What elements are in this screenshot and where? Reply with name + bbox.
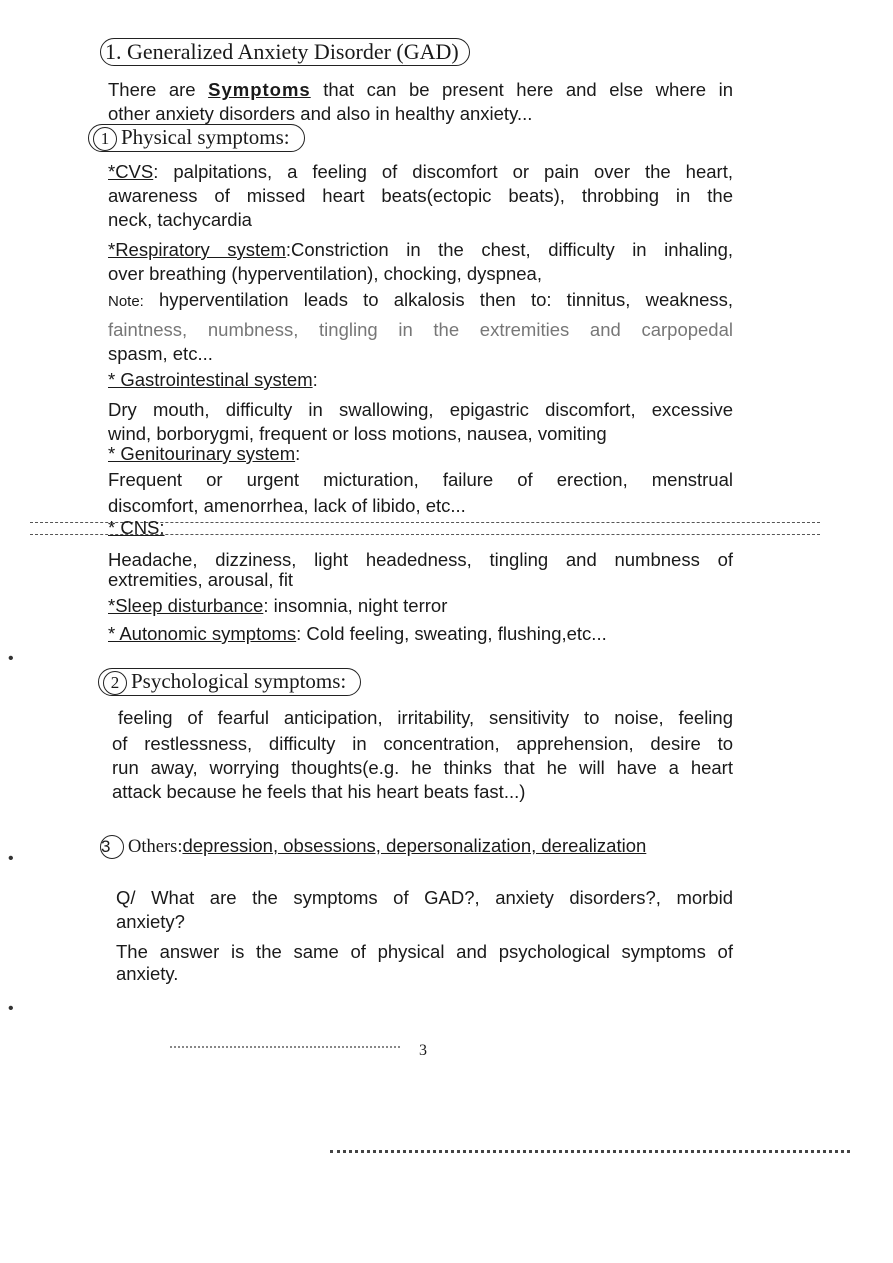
answer-line-1: The answer is the same of physical and psychological symptoms of: [116, 941, 733, 962]
cvs-line-3: neck, tachycardia: [108, 209, 252, 230]
gi-line-2: wind, borborygmi, frequent or loss motions, nausea, vomiting: [108, 423, 607, 444]
question-line-1: Q/ What are the symptoms of GAD?, anxiety disorders?, morbid: [116, 887, 733, 908]
note-line-1: [108, 288, 733, 314]
gi-colon: :: [312, 369, 318, 390]
cvs-label: *CVS: [108, 161, 154, 182]
note-line-2: faintness, numbness, tingling in the extremities and carpopedal: [108, 319, 733, 340]
gu-colon: :: [295, 443, 301, 464]
cns-heading: [108, 516, 733, 540]
cns-line-2: extremities, arousal, fit: [108, 569, 294, 590]
margin-dot-2: •: [8, 850, 14, 867]
resp-line-1: [108, 238, 733, 262]
section-title: 1. Generalized Anxiety Disorder (GAD): [100, 38, 470, 66]
psych-line-3: run away, worrying thoughts(e.g. he thinks that he will have a heart: [112, 757, 733, 778]
intro-line-1: [108, 78, 733, 102]
psychological-symptoms-heading: [98, 668, 361, 696]
resp-label: *Respiratory system: [108, 239, 286, 260]
autonomic-line: [108, 622, 733, 646]
sleep-label: *Sleep disturbance: [108, 595, 264, 616]
page-number: 3: [419, 1042, 427, 1059]
intro-line-2: other anxiety disorders and also in healthy anxiety...: [108, 103, 533, 124]
scan-noise-1: [170, 1046, 400, 1048]
physical-number: 1: [93, 127, 117, 151]
resp-text: :Constriction in the chest, difficulty in inhaling,: [285, 239, 734, 260]
cvs-line-2: awareness of missed heart beats(ectopic beats), throbbing in the: [108, 185, 733, 206]
autonomic-label: * Autonomic symptoms: [108, 623, 297, 644]
cns-line-1: Headache, dizziness, light headedness, tingling and numbness of: [108, 549, 733, 570]
gu-line-2: discomfort, amenorrhea, lack of libido, etc...: [108, 495, 466, 516]
margin-dot-3: •: [8, 1000, 14, 1017]
note-line-3: spasm, etc...: [108, 343, 213, 364]
others-number: 3: [100, 835, 124, 859]
others-line: [100, 834, 720, 859]
physical-heading-label: Physical symptoms:: [121, 125, 290, 149]
answer-line-2: anxiety.: [116, 963, 179, 984]
scan-noise-2: [330, 1150, 850, 1153]
cvs-text: : palpitations, a feeling of discomfort or pain over the heart,: [153, 161, 733, 182]
margin-dot: •: [8, 650, 14, 667]
psych-heading-label: Psychological symptoms:: [131, 669, 347, 693]
cns-label: * CNS:: [108, 517, 165, 538]
question-line-2: anxiety?: [116, 911, 185, 932]
gu-label: * Genitourinary system: [108, 443, 296, 464]
sleep-text: : insomnia, night terror: [263, 595, 448, 616]
intro-text-cont: that can be present here and else where in: [310, 79, 733, 100]
note-label: Note:: [108, 293, 144, 310]
symptoms-keyword: Symptoms: [208, 79, 311, 100]
autonomic-text: : Cold feeling, sweating, flushing,etc...: [296, 623, 607, 644]
gi-heading: [108, 368, 733, 392]
cvs-line-1: [108, 160, 733, 184]
others-text: depression, obsessions, depersonalization, derealization: [182, 835, 647, 856]
psych-line-2: of restlessness, difficulty in concentration, apprehension, desire to: [112, 733, 733, 754]
gu-heading: [108, 442, 733, 466]
sleep-line: [108, 594, 733, 618]
psych-line-1: feeling of fearful anticipation, irritability, sensitivity to noise, feeling: [118, 707, 733, 728]
note-text: hyperventilation leads to alkalosis then to: tinnitus, weakness,: [143, 289, 733, 310]
gi-label: * Gastrointestinal system: [108, 369, 313, 390]
gu-line-1: Frequent or urgent micturation, failure of erection, menstrual: [108, 469, 733, 490]
psych-number: 2: [103, 671, 127, 695]
gi-line-1: Dry mouth, difficulty in swallowing, epigastric discomfort, excessive: [108, 399, 733, 420]
others-label: Others:: [128, 837, 183, 857]
resp-line-2: over breathing (hyperventilation), chocking, dyspnea,: [108, 263, 542, 284]
physical-symptoms-heading: [88, 124, 305, 152]
scan-line-2: [30, 534, 820, 535]
intro-text: There are: [108, 79, 209, 100]
psych-line-4: attack because he feels that his heart beats fast...): [112, 781, 526, 802]
